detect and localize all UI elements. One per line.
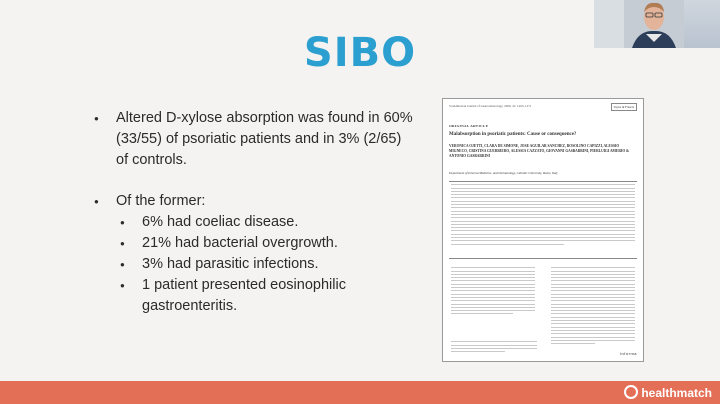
paper-footnote: [449, 339, 539, 354]
logo-icon: [624, 385, 638, 399]
paper-column-left: [449, 265, 537, 317]
presenter-icon: [624, 0, 684, 48]
paper-authors: VERONICA OJETTI, CLARA DE SIMONE, JOSE AGUILAR SANCHEZ, ROSOLINO CAPIZZI, ALESSIO MIGNECO, CRISTINA GUERRIERO, ALESSIA CAZZATO, GIOVANNI GASBARRINI, PIERLUIGI AMERIO & ANTONIO GASBARRINI: [449, 144, 630, 158]
sub-bullet-item: ● 3% had parasitic infections.: [94, 254, 414, 275]
bullet-item: ● Of the former:: [94, 191, 414, 212]
webcam-overlay: [594, 0, 720, 48]
paper-article-type: ORIGINAL ARTICLE: [449, 124, 489, 128]
paper-affiliation: Department of Internal Medicine, and Dermatology, Catholic University, Rome, Italy: [449, 171, 558, 175]
paper-abstract: [449, 181, 637, 259]
footer-logo: [624, 385, 712, 400]
paper-column-right: [549, 265, 637, 346]
sub-bullet-item: ● 6% had coeliac disease.: [94, 212, 414, 233]
footer-bar: [0, 381, 720, 404]
bullet-list: [94, 108, 414, 317]
paper-title: Malabsorption in psoriatic patients: Cause or consequence?: [449, 132, 577, 137]
slide-title: SIBO: [303, 30, 417, 76]
footer-logo-text: healthmatch: [641, 386, 712, 400]
sub-bullet-item: ● 1 patient presented eosinophilic gastroenteritis.: [94, 275, 414, 317]
publisher-logo: Taylor & Francis: [611, 103, 637, 111]
paper-journal: Scandinavian Journal of Gastroenterology, 2006; 41: 1265–1271: [449, 104, 532, 108]
sub-bullet-item: ● 21% had bacterial overgrowth.: [94, 233, 414, 254]
paper-brand: Informa: [619, 351, 637, 356]
paper-image: [442, 98, 644, 362]
bullet-item: ● Altered D-xylose absorption was found in 60% (33/55) of psoriatic patients and in 3% (2/65) of controls.: [94, 108, 414, 171]
